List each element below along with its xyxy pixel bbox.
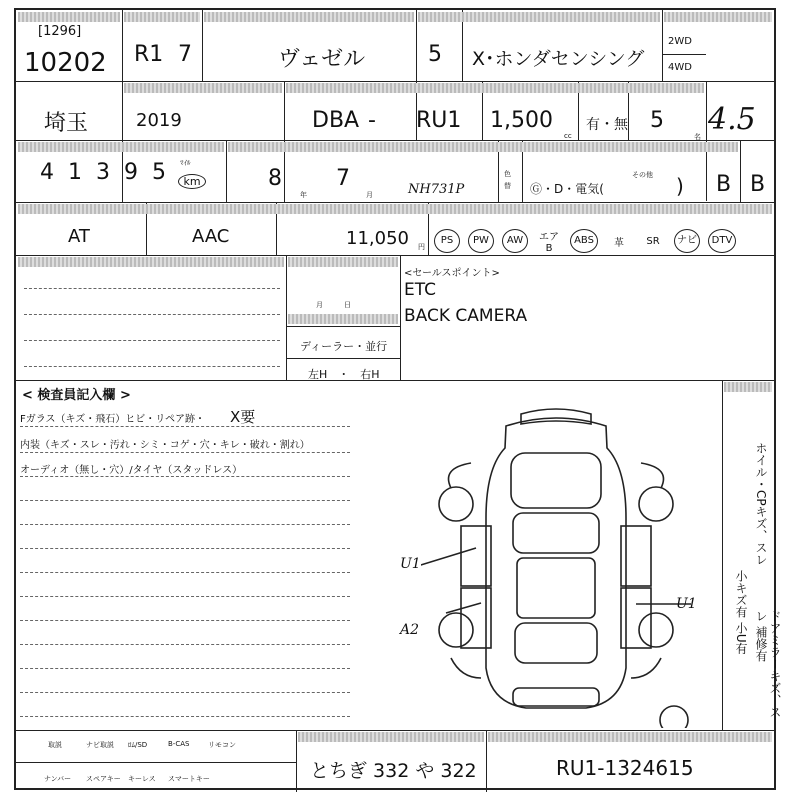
overall-score: 4.5 bbox=[708, 102, 756, 137]
inspector-line-interior: 内装（キズ・スレ・汚れ・シミ・コゲ・穴・キレ・破れ・割れ） bbox=[20, 440, 310, 451]
mileage-digit: 4 bbox=[40, 160, 54, 185]
car-diagram bbox=[421, 408, 691, 728]
wheel-rr bbox=[639, 613, 673, 647]
wheel-fl bbox=[439, 487, 473, 521]
sales-point-1: ETC bbox=[404, 280, 436, 300]
header-strip bbox=[18, 257, 284, 267]
hood bbox=[511, 453, 601, 508]
certification: 有・無 bbox=[586, 117, 628, 133]
fuel-type: Ⓖ・D・電気( bbox=[530, 182, 604, 196]
side-note-wheel: ホイル・CPキズ、スレ bbox=[754, 442, 768, 566]
sales-point-2: BACK CAMERA bbox=[404, 306, 528, 326]
windshield bbox=[513, 513, 599, 553]
model-prefix: DBA bbox=[312, 108, 360, 133]
wheel-fr bbox=[639, 487, 673, 521]
equip-abs: ABS bbox=[570, 229, 598, 253]
opt-plate: ナンバー bbox=[44, 775, 72, 783]
mark-u1-right: U1 bbox=[676, 596, 697, 612]
fuel-close: ) bbox=[676, 174, 684, 198]
equipment-list bbox=[434, 228, 736, 254]
inspector-title: < 検査員記入欄 > bbox=[22, 388, 131, 403]
drive-4wd: 4WD bbox=[668, 62, 692, 73]
mileage bbox=[40, 160, 166, 185]
model-year: 2019 bbox=[136, 110, 182, 131]
header-strip bbox=[288, 257, 398, 267]
month-char: 月 bbox=[366, 191, 373, 199]
roof bbox=[517, 558, 595, 618]
fender-rl bbox=[451, 658, 481, 678]
rear-window bbox=[515, 623, 597, 663]
header-strip bbox=[724, 382, 772, 392]
opt-manual: 取説 bbox=[48, 741, 62, 749]
seats: 5 bbox=[650, 108, 664, 133]
wheel-rl bbox=[439, 613, 473, 647]
sales-points-label: <セールスポイント> bbox=[404, 268, 500, 279]
year-char: 年 bbox=[300, 191, 307, 199]
side-note-scratch: 小キズ有 小U有 bbox=[734, 570, 748, 655]
equip-pw: PW bbox=[468, 229, 494, 253]
auction-sheet bbox=[14, 8, 782, 790]
fuel-other: その他 bbox=[632, 171, 653, 179]
opt-bcas: B-CAS bbox=[168, 740, 190, 748]
lot-bracket: [1296] bbox=[38, 24, 82, 39]
year-digit: 7 bbox=[178, 42, 192, 67]
mileage-digit: 3 bbox=[96, 160, 110, 185]
fender-fl bbox=[449, 463, 472, 488]
footer-options bbox=[16, 730, 296, 792]
header-strip bbox=[418, 12, 660, 22]
opt-rom-sd: ﾛﾑ/SD bbox=[128, 741, 148, 749]
era: R1 bbox=[134, 42, 164, 67]
header-strip bbox=[124, 83, 282, 93]
grade: X･ホンダセンシング bbox=[472, 48, 645, 70]
header-strip bbox=[288, 314, 398, 324]
header-strip bbox=[18, 12, 120, 22]
equip-ps: PS bbox=[434, 229, 460, 253]
header-strip bbox=[488, 732, 772, 742]
mark-line-left-2 bbox=[446, 603, 481, 613]
mileage-digit: 5 bbox=[152, 160, 166, 185]
handle-options: 左H ・ 右H bbox=[308, 368, 380, 381]
inspector-line-glass: Fガラス（キズ・飛石）ヒビ・リペア跡・ bbox=[20, 414, 206, 425]
equip-sunroof: SR bbox=[646, 235, 660, 247]
color-label: 色替 bbox=[504, 170, 511, 190]
aircon: AAC bbox=[192, 226, 230, 247]
region: 埼玉 bbox=[44, 111, 89, 136]
header-strip bbox=[228, 142, 738, 152]
mileage-digit: 9 bbox=[124, 160, 138, 185]
equip-dtv: DTV bbox=[708, 229, 736, 253]
transmission: AT bbox=[68, 226, 90, 247]
car-name: ヴェゼル bbox=[278, 47, 366, 72]
opt-smart-key: スマートキー bbox=[168, 775, 210, 783]
opt-navi-manual: ナビ取説 bbox=[86, 741, 114, 749]
mark-u1-left: U1 bbox=[400, 556, 421, 572]
header-strip bbox=[204, 12, 414, 22]
equip-navi: ナビ bbox=[674, 229, 700, 253]
opt-keyless: キーレス bbox=[128, 775, 156, 783]
lot-number: 10202 bbox=[24, 48, 107, 78]
inspector-glass-note: X要 bbox=[230, 408, 256, 426]
fender-rr bbox=[631, 658, 661, 678]
exterior-grade: B bbox=[750, 172, 766, 197]
shaken-year: 8 bbox=[268, 166, 282, 191]
options-top-row bbox=[48, 740, 248, 750]
mileage-digit: 1 bbox=[68, 160, 82, 185]
recycle-fee: 11,050 bbox=[346, 228, 409, 249]
interior-grade: B bbox=[716, 172, 732, 197]
mark-a2: A2 bbox=[400, 622, 420, 638]
car-outline bbox=[486, 418, 626, 708]
fender-fr bbox=[641, 463, 664, 488]
equip-leather: 革 bbox=[614, 237, 624, 249]
import-options: ディーラー・並行 bbox=[300, 340, 388, 353]
shaken-month: 7 bbox=[336, 166, 350, 191]
model-dash: - bbox=[368, 108, 376, 133]
license-plate: とちぎ 332 や 322 bbox=[310, 760, 477, 782]
header-strip bbox=[286, 83, 704, 93]
mileage-unit-mile: ﾏｲﾙ bbox=[180, 159, 191, 167]
side-note-mirror: ドアミラーキズ、スレ 補修有 bbox=[754, 610, 782, 718]
color-code: NH731P bbox=[408, 182, 465, 197]
displacement: 1,500 bbox=[490, 108, 553, 133]
equip-airbag: エアB bbox=[539, 232, 559, 254]
yen-char: 円 bbox=[418, 243, 425, 251]
opt-remote: リモコン bbox=[208, 741, 236, 749]
header-strip bbox=[124, 12, 200, 22]
mileage-unit-km: km bbox=[178, 174, 206, 189]
header-strip bbox=[298, 732, 484, 742]
spare-wheel bbox=[660, 706, 688, 728]
options-bottom-row bbox=[44, 774, 216, 784]
opt-spare-key: スペアキー bbox=[86, 775, 121, 783]
header-strip bbox=[664, 12, 772, 22]
doors: 5 bbox=[428, 42, 442, 67]
mark-line-left-1 bbox=[421, 548, 476, 568]
header-strip bbox=[18, 204, 772, 214]
reg-date-label: 月 日 bbox=[316, 301, 351, 309]
inspector-line-audio: オーディオ（無し・穴）/タイヤ（スタッドレス） bbox=[20, 465, 243, 476]
front-bumper bbox=[521, 409, 591, 424]
header-strip bbox=[18, 142, 224, 152]
drive-2wd: 2WD bbox=[668, 36, 692, 47]
model-code: RU1 bbox=[416, 108, 462, 133]
cc-unit: cc bbox=[564, 132, 572, 140]
rear-bumper bbox=[513, 688, 599, 706]
seats-unit: 名 bbox=[694, 133, 701, 141]
equip-aw: AW bbox=[502, 229, 528, 253]
chassis-number: RU1-1324615 bbox=[556, 756, 694, 780]
